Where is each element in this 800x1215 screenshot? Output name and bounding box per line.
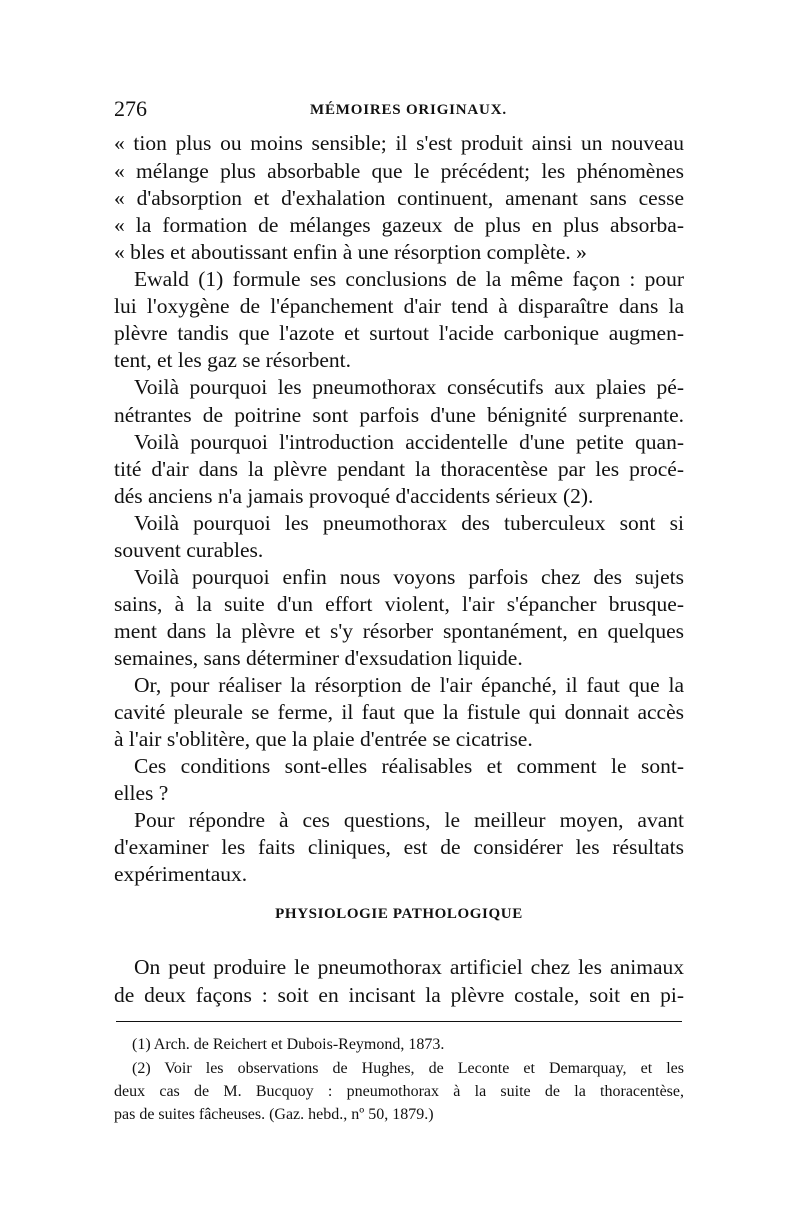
text-line: dés anciens n'a jamais provoqué d'accidents sérieux (2). — [114, 484, 594, 508]
text-line: elles ? — [114, 781, 169, 805]
page-number: 276 — [114, 96, 147, 121]
footnote-rule — [116, 1021, 682, 1022]
text-line: à l'air s'oblitère, que la plaie d'entrée se cicatrise. — [114, 727, 533, 751]
text-line: semaines, sans déterminer d'exsudation liquide. — [114, 646, 523, 670]
text-line: On peut produire le pneumothorax artificiel chez les animaux — [134, 955, 684, 979]
text-line: ment dans la plèvre et s'y résorber spontanément, en quelques — [114, 619, 684, 643]
text-line: lui l'oxygène de l'épanchement d'air tend à disparaître dans la — [114, 294, 684, 318]
text-line: Voilà pourquoi les pneumothorax consécutifs aux plaies pé- — [134, 375, 684, 399]
text-line: Pour répondre à ces questions, le meilleur moyen, avant — [134, 808, 684, 832]
text-line: Voilà pourquoi les pneumothorax des tuberculeux sont si — [134, 511, 684, 535]
section-heading: PHYSIOLOGIE PATHOLOGIQUE — [275, 906, 523, 922]
text-line: Ces conditions sont-elles réalisables et comment le sont- — [134, 754, 684, 778]
text-line: cavité pleurale se ferme, il faut que la fistule qui donnait accès — [114, 700, 684, 724]
text-line: Voilà pourquoi enfin nous voyons parfois chez des sujets — [134, 565, 684, 589]
text-line: « la formation de mélanges gazeux de plus en plus absorba- — [114, 213, 684, 237]
text-line: de deux façons : soit en incisant la plèvre costale, soit en pi- — [114, 983, 684, 1007]
text-line: « tion plus ou moins sensible; il s'est produit ainsi un nouveau — [114, 131, 684, 155]
text-line: expérimentaux. — [114, 862, 248, 886]
page-header — [114, 94, 684, 124]
text-line: « bles et aboutissant enfin à une résorption complète. » — [114, 240, 587, 264]
text-line: Or, pour réaliser la résorption de l'air épanché, il faut que la — [134, 673, 684, 697]
text-line: nétrantes de poitrine sont parfois d'une bénignité surprenante. — [114, 403, 684, 427]
text-line: souvent curables. — [114, 538, 264, 562]
text-line: Voilà pourquoi l'introduction accidentelle d'une petite quan- — [134, 430, 684, 454]
text-line: sains, à la suite d'un effort violent, l'air s'épancher brusque- — [114, 592, 684, 616]
text-line: « mélange plus absorbable que le précédent; les phénomènes — [114, 159, 684, 183]
footnote: (2) Voir les observations de Hughes, de Leconte et Demarquay, et les — [132, 1060, 684, 1077]
text-line: « d'absorption et d'exhalation continuent, amenant sans cesse — [114, 186, 684, 210]
footnote: (1) Arch. de Reichert et Dubois-Reymond, 1873. — [132, 1036, 445, 1053]
text-line: plèvre tandis que l'azote et surtout l'acide carbonique augmen- — [114, 321, 684, 345]
text-line: Ewald (1) formule ses conclusions de la même façon : pour — [134, 267, 684, 291]
text-line: tité d'air dans la plèvre pendant la thoracentèse par les procé- — [114, 457, 684, 481]
footnote: deux cas de M. Bucquoy : pneumothorax à la suite de la thoracentèse, — [114, 1083, 684, 1100]
text-line: d'examiner les faits cliniques, est de considérer les résultats — [114, 835, 684, 859]
footnote: pas de suites fâcheuses. (Gaz. hebd., nº 50, 1879.) — [114, 1106, 434, 1123]
running-title: MÉMOIRES ORIGINAUX. — [310, 102, 507, 118]
text-line: tent, et les gaz se résorbent. — [114, 348, 352, 372]
